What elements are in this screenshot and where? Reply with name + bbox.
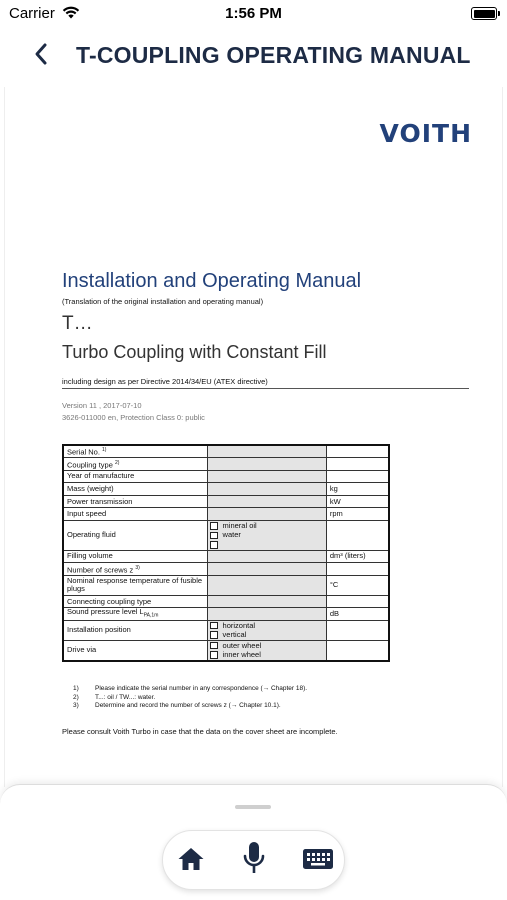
unit-cell: [326, 563, 389, 576]
checkbox: [210, 642, 218, 650]
row-label: Power transmission: [63, 495, 207, 508]
document-heading: Installation and Operating Manual: [62, 270, 362, 292]
unit-cell: [326, 458, 389, 471]
keyboard-button[interactable]: [293, 831, 343, 891]
row-label: Connecting coupling type: [63, 595, 207, 608]
consult-note: Please consult Voith Turbo in case that the data on the cover sheet are incomplete.: [62, 727, 338, 736]
option-label: outer wheel: [222, 640, 262, 650]
table-row: [63, 640, 389, 661]
table-row: [63, 458, 389, 471]
bottom-sheet[interactable]: [0, 784, 507, 900]
checkbox: [210, 532, 218, 540]
table-row: [63, 608, 389, 621]
unit-cell: kW: [326, 495, 389, 508]
checkbox: [210, 651, 218, 659]
keyboard-icon: [302, 848, 334, 875]
home-button[interactable]: [166, 831, 216, 891]
sheet-grabber-handle[interactable]: [235, 805, 271, 809]
chevron-left-icon: [33, 42, 49, 71]
value-cell: [207, 508, 326, 521]
option-label: horizontal: [222, 620, 256, 630]
value-cell: [207, 608, 326, 621]
voith-logo: VOITH: [379, 119, 472, 148]
value-cell: [207, 563, 326, 576]
navigation-bar: [0, 28, 507, 84]
checkbox: [210, 541, 218, 549]
table-row: [63, 521, 389, 551]
unit-cell: [326, 640, 389, 661]
microphone-button[interactable]: [229, 831, 279, 891]
status-time: 1:56 PM: [225, 5, 282, 22]
table-row: [63, 483, 389, 496]
value-cell: [207, 445, 326, 458]
row-label: Year of manufacture: [63, 470, 207, 483]
value-cell: [207, 521, 326, 551]
value-cell: [207, 620, 326, 640]
battery-icon: [471, 7, 497, 20]
row-label: Sound pressure level $L_{PA,1m}$: [63, 608, 207, 621]
table-row: [63, 470, 389, 483]
document-page[interactable]: [4, 87, 503, 787]
carrier-label: Carrier: [9, 5, 55, 22]
value-cell: [207, 470, 326, 483]
document-version: Version 11 , 2017-07-10: [62, 401, 142, 410]
unit-cell: [326, 595, 389, 608]
value-cell: [207, 640, 326, 661]
row-label: Number of screws z $^{3)}$: [63, 563, 207, 576]
row-label: Filling volume: [63, 550, 207, 563]
row-label: Operating fluid: [63, 521, 207, 551]
unit-cell: [326, 521, 389, 551]
footnote: 3) Determine and record the number of screws z (→ Chapter 10.1).: [73, 702, 281, 709]
table-row: [63, 508, 389, 521]
option-label: water: [222, 530, 241, 540]
option-label: mineral oil: [222, 520, 257, 530]
table-row: [63, 595, 389, 608]
checkbox: [210, 522, 218, 530]
option-label: inner wheel: [222, 650, 261, 660]
checkbox: [210, 631, 218, 639]
value-cell: [207, 575, 326, 595]
footnote: 2) T...: oil / TW...: water.: [73, 693, 156, 701]
table-row: [63, 575, 389, 595]
specification-table: [62, 444, 390, 662]
row-label: Serial No. $^{1)}$: [63, 445, 207, 458]
microphone-icon: [242, 841, 266, 882]
row-label: Mass (weight): [63, 483, 207, 496]
unit-cell: [326, 620, 389, 640]
table-row: [63, 445, 389, 458]
value-cell: [207, 458, 326, 471]
value-cell: [207, 483, 326, 496]
page-title: T-COUPLING OPERATING MANUAL: [76, 42, 471, 68]
bottom-toolbar: [162, 830, 345, 890]
checkbox: [210, 622, 218, 630]
type-name: T…: [62, 313, 93, 334]
unit-cell: [326, 470, 389, 483]
unit-cell: °C: [326, 575, 389, 595]
unit-cell: kg: [326, 483, 389, 496]
footnotes: [73, 685, 307, 711]
unit-cell: dB: [326, 608, 389, 621]
translation-note: (Translation of the original installation and operating manual): [62, 297, 264, 306]
row-label: Input speed: [63, 508, 207, 521]
table-row: [63, 550, 389, 563]
unit-cell: [326, 445, 389, 458]
row-label: Coupling type $^{2)}$: [63, 458, 207, 471]
status-bar: [0, 0, 507, 28]
unit-cell: dm³ (liters): [326, 550, 389, 563]
footnote: 1) Please indicate the serial number in any correspondence (→ Chapter 18).: [73, 685, 308, 692]
value-cell: [207, 550, 326, 563]
document-subtitle: Turbo Coupling with Constant Fill: [62, 342, 327, 362]
row-label: Installation position: [63, 620, 207, 640]
row-label: Nominal response temperature of fusible plugs: [63, 575, 207, 595]
document-number: 3626-011000 en, Protection Class 0: public: [62, 413, 205, 422]
table-row: [63, 563, 389, 576]
value-cell: [207, 495, 326, 508]
option-label: vertical: [222, 630, 247, 640]
atex-note: including design as per Directive 2014/34/EU (ATEX directive): [62, 377, 469, 389]
table-row: [63, 620, 389, 640]
row-label: Drive via: [63, 640, 207, 661]
table-row: [63, 495, 389, 508]
home-icon: [177, 846, 205, 877]
back-button[interactable]: [28, 42, 54, 70]
unit-cell: rpm: [326, 508, 389, 521]
value-cell: [207, 595, 326, 608]
